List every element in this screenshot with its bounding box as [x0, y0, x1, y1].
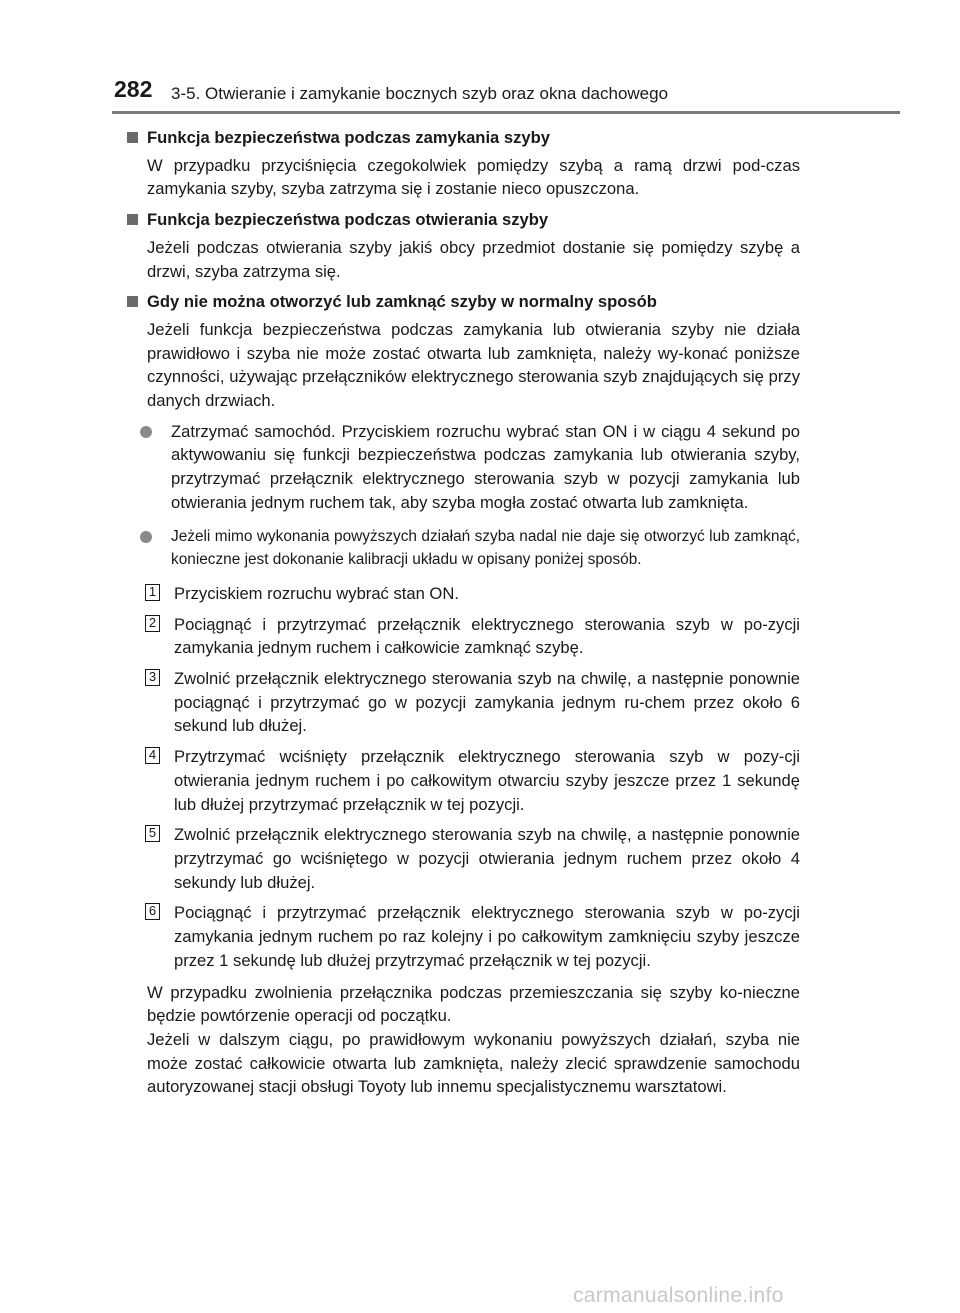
bullet-item: [171, 525, 800, 572]
step-number-icon: 6: [145, 903, 160, 920]
section-paragraph: Jeżeli podczas otwierania szyby jakiś obcy przedmiot dostanie się pomiędzy szybę a drzwi, szyba zatrzyma się.: [147, 237, 800, 281]
step-text: Przytrzymać wciśnięty przełącznik elektrycznego sterowania szyb w pozy-cji otwierania jednym ruchem i po całkowitym otwarciu szyby jeszcze przez 1 sekundę lub dłużej przytrzymać przełącznik w tej pozycji.: [174, 747, 800, 814]
step-item: [148, 901, 800, 972]
section-heading-text: Funkcja bezpieczeństwa podczas zamykania szyby: [147, 128, 551, 147]
header-divider: [112, 111, 900, 114]
circle-bullet-icon: [140, 426, 152, 438]
square-bullet-icon: [127, 296, 138, 307]
step-number-icon: 3: [145, 669, 160, 686]
step-text: Pociągnąć i przytrzymać przełącznik elektrycznego sterowania szyb w po-zycji zamykania jednym ruchem i całkowicie zamknąć szybę.: [174, 614, 800, 658]
bullet-item: [171, 420, 800, 515]
section-paragraph: W przypadku przyciśnięcia czegokolwiek pomiędzy szybą a ramą drzwi pod-czas zamykania szyby, szyba zatrzyma się i zostanie nieco opuszczona.: [147, 155, 800, 199]
circle-bullet-icon: [140, 531, 152, 543]
closing-notes: [147, 981, 800, 1100]
watermark: carmanualsonline.info: [573, 1284, 784, 1307]
step-number-icon: 1: [145, 584, 160, 601]
step-item: [148, 582, 800, 606]
page-number: 282: [114, 76, 153, 102]
section-heading-text: Funkcja bezpieczeństwa podczas otwierania szyby: [147, 210, 549, 230]
step-number-icon: 5: [145, 825, 160, 842]
page-content: [125, 126, 800, 1099]
square-bullet-icon: [127, 132, 138, 143]
step-text: Przyciskiem rozruchu wybrać stan ON.: [174, 583, 459, 603]
closing-paragraph: Jeżeli w dalszym ciągu, po prawidłowym wykonaniu powyższych działań, szyba nie może zostać całkowicie otwarta lub zamknięta, należy zlecić sprawdzenie samochodu autoryzowanej stacji obsługi Toyoty lub innemu specjalistycznemu warsztatowi.: [147, 1029, 800, 1097]
square-bullet-icon: [127, 214, 138, 225]
bullet-text: Jeżeli mimo wykonania powyższych działań szyba nadal nie daje się otworzyć lub zamknąć, konieczne jest dokonanie kalibracji układu w opisany poniżej sposób.: [171, 527, 800, 569]
section-heading: [125, 208, 800, 232]
section-heading: [125, 290, 800, 314]
step-text: Zwolnić przełącznik elektrycznego sterowania szyb na chwilę, a następnie ponownie przytrzymać go wciśniętego w pozycji otwierania jednym ruchem przez około 4 sekundy lub dłużej.: [174, 825, 800, 892]
section-title: 3-5. Otwieranie i zamykanie bocznych szyb oraz okna dachowego: [171, 84, 669, 103]
section-paragraph: Jeżeli funkcja bezpieczeństwa podczas zamykania lub otwierania szyby nie działa prawidłowo i szyba nie może zostać otwarta lub zamknięta, należy wy-konać poniższe czynności, używając przełączników elektrycznego sterowania szyb znajdujących się przy danych drzwiach.: [147, 319, 800, 411]
step-item: [148, 613, 800, 660]
section-heading-text: Gdy nie można otworzyć lub zamknąć szyby w normalny sposób: [147, 292, 657, 312]
step-item: [148, 745, 800, 816]
step-number-icon: 2: [145, 615, 160, 632]
step-text: Pociągnąć i przytrzymać przełącznik elektrycznego sterowania szyb w po-zycji zamykania jednym ruchem po raz kolejny i po całkowitym zamknięciu szyby jeszcze przez 1 sekundę lub dłużej przytrzymać przełącznik w tej pozycji.: [174, 903, 800, 970]
step-text: Zwolnić przełącznik elektrycznego sterowania szyb na chwilę, a następnie ponownie pociągnąć i przytrzymać go w pozycji zamykania jednym ru-chem przez około 6 sekund lub dłużej.: [174, 669, 800, 736]
section-heading: [125, 126, 800, 150]
bullet-text: Zatrzymać samochód. Przyciskiem rozruchu wybrać stan ON i w ciągu 4 sekund po aktywowaniu się funkcji bezpieczeństwa podczas zamykania lub otwierania szyby, przytrzymać przełącznik elektrycznego sterowania szyb w pozycji zamykania lub otwierania jednym ruchem tak, aby szyba mogła zostać otwarta lub zamknięta.: [171, 421, 800, 512]
step-item: [148, 667, 800, 738]
step-item: [148, 823, 800, 894]
step-number-icon: 4: [145, 747, 160, 764]
closing-paragraph: W przypadku zwolnienia przełącznika podczas przemieszczania się szyby ko-nieczne będzie powtórzenie operacji od początku.: [147, 982, 800, 1026]
